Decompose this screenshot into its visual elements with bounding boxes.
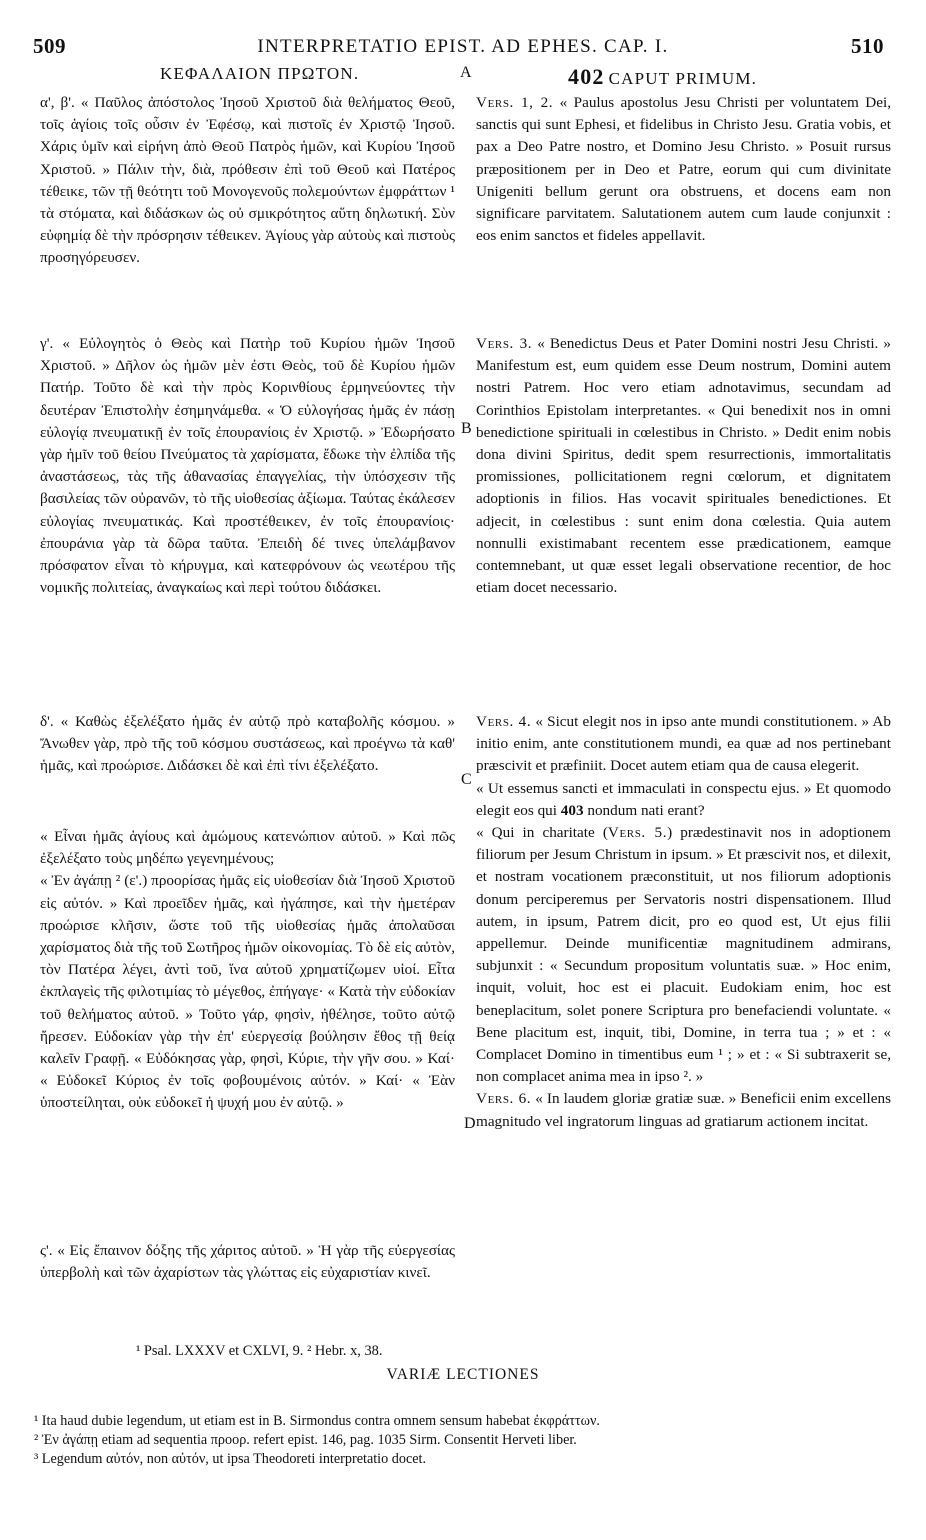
margin-letter-c: C: [461, 771, 472, 788]
latin-text-4: [476, 778, 891, 822]
latin-body-4b: nondum nati erant?: [587, 801, 705, 819]
variant-note-1: ¹ Ita haud dubie legendum, ut etiam est in B. Sirmondus contra omnem sensum habebat ἐκφράττων.: [34, 1413, 600, 1429]
variant-note-3: ³ Legendum αὐτόν, non αὐτόν, ut ipsa Theodoreti interpretatio docet.: [34, 1451, 427, 1467]
verse-label-6: Vers. 6.: [476, 1090, 532, 1108]
greek-text-4: « Εἶναι ἡμᾶς ἁγίους καὶ ἀμώμους κατενώπιον αὐτοῦ. » Καὶ πῶς ἐξελέξατο τοὺς μηδέπω γεγενημένους;: [40, 828, 455, 868]
greek-text-5: « Ἐν ἀγάπῃ ² (ε'.) προορίσας ἡμᾶς εἰς υἱοθεσίαν διὰ Ἰησοῦ Χριστοῦ εἰς αὐτόν. » Καὶ προεῖδεν ἡμᾶς, καὶ ἠγάπησε, καὶ τὴν ἡμετέραν προώρισε κλῆσιν, ὥστε τοῦ τῆς υἱοθεσίας ἡμᾶς ἀπολαῦσαι χαρίσματος διὰ τῆς τοῦ Σωτῆρος ἡμῶν οἰκονομίας. Τὸ δὲ εἰς αὐτὸν, τὸν Πατέρα λέγει, ἀντὶ τοῦ, ἵνα αὐτοῦ χρηματίζωμεν υἱοί. Εἶτα ἐκπλαγεὶς τῆς φιλοτιμίας τὸ μέγεθος, ἐπήγαγε· « Κατὰ τὴν εὐδοκίαν τοῦ θελήματος αὐτοῦ. » Τοῦτο γάρ, φησὶν, ἠθέλησε, τοῦτο αὐτῷ ἤρεσεν. Εὐδοκίαν γὰρ τὴν ἐπ' εὐεργεσίᾳ βούλησιν ἔθος τῇ θείᾳ καλεῖν Γραφῇ. « Εὐδόκησας γὰρ, φησὶ, Κύριε, τὴν γῆν σου. » Καί· « Εὐδοκεῖ Κύριος ἐν τοῖς φοβουμένοις αὐτόν. » Καί· « Ἐὰν ὑποστείληται, οὐκ εὐδοκεῖ ἡ ψυχή μου ἐν αὐτῷ. »: [40, 872, 455, 1112]
latin-paragraph-3-6: [476, 711, 891, 1133]
latin-body-3: « Sicut elegit nos in ipso ante mundi constitutionem. » Ab initio enim, ante constitutionem mundi, ea quæ ad nos pertinebant præscivit et præfiniit. Docet autem etiam qua de causa elegerit.: [476, 713, 891, 775]
scripture-references: ¹ Psal. LXXXV et CXLVI, 9. ² Hebr. x, 38.: [136, 1343, 383, 1359]
latin-body-6: « In laudem gloriæ gratiæ suæ. » Beneficii enim excellens magnitudo vel ingratorum linguas ad gratiarum actionem incitat.: [476, 1090, 892, 1130]
page-number-right: 510: [851, 34, 884, 58]
latin-body-4a: « Ut essemus sancti et immaculati in conspectu ejus. » Et quomodo elegit eos qui: [476, 779, 891, 819]
page-number-left: 509: [33, 34, 66, 58]
greek-paragraph-3: [40, 711, 455, 778]
greek-paragraph-6: [40, 1240, 455, 1284]
latin-text-1: [476, 92, 891, 247]
latin-body-5a: « Qui in charitate (: [476, 824, 608, 842]
margin-letter-b: B: [461, 420, 472, 437]
latin-body-1: « Paulus apostolus Jesu Christi per voluntatem Dei, sanctis qui sunt Ephesi, et fidelibus in Christo Jesu. Gratia vobis, et pax a Deo Patre nostro, et Domino Jesu Christo. » Posuit rursus præpositionem per in Deo et Patre, eorum qui cum divinitate Unigeniti bellum gerunt ora obstruens, et docens eam non significare parvitatem. Salutationem autem cum laude conjunxit : eos enim sanctos et fideles appellavit.: [476, 94, 892, 245]
verse-label-3: Vers. 3.: [476, 335, 533, 352]
latin-heading-text: CAPUT PRIMUM.: [608, 69, 758, 88]
latin-body-2: « Benedictus Deus et Pater Domini nostri Jesu Christi. » Manifestum est, eum quidem esse Deum nostrum, Domini autem nostri Patrem. Hoc vero etiam adnotavimus, secundam ad Corinthios Epistolam interpretantes. « Qui benedixit nos in omni benedictione spirituali in cœlestibus in Christo. » Dedit enim nobis dona divini Spiritus, dedit spem resurrectionis, immortalitatis promissiones, pollicitationem regni cœlorum, et dignitatem adoptionis in filios. Has vocavit spirituales benedictiones. Et adjecit, in cœlestibus : sunt enim dona cœlestia. Quia autem nonnulli existimabant recentem esse prædicationem, eamque contemnebant, ut quæ esset legali observatione recentior, de hoc etiam docet necessario.: [476, 335, 891, 597]
latin-text-6: [476, 1088, 891, 1132]
greek-paragraph-4-5: [40, 826, 455, 1115]
margin-letter-d: D: [464, 1115, 476, 1132]
greek-text-3: δ'. « Καθὼς ἐξελέξατο ἡμᾶς ἐν αὐτῷ πρὸ καταβολῆς κόσμου. » Ἄνωθεν γὰρ, πρὸ τῆς τοῦ κόσμου συστάσεως, καὶ προέγνω τὰ καθ' ἡμᾶς, καὶ προώρισε. Διδάσκει δὲ καὶ ἐπὶ τίνι ἐξελέξατο.: [40, 713, 455, 775]
greek-paragraph-2: [40, 333, 455, 599]
greek-text-1: α', β'. « Παῦλος ἀπόστολος Ἰησοῦ Χριστοῦ διὰ θελήματος Θεοῦ, τοῖς ἁγίοις τοῖς οὖσιν ἐν Ἐφέσῳ, καὶ πιστοῖς ἐν Χριστῷ Ἰησοῦ. Χάρις ὑμῖν καὶ εἰρήνη ἀπὸ Θεοῦ Πατρὸς ἡμῶν, καὶ Κυρίου Ἰησοῦ Χριστοῦ. » Πάλιν τὴν, διὰ, πρόθεσιν ἐπὶ τοῦ Θεοῦ καὶ Πατέρος τέθεικε, τῶν τῇ θεότητι τοῦ Μονογενοῦς πολεμούντων ἐμφράττων ¹ τὰ στόματα, καὶ διδάσκων ὡς οὐ σμικρότητος αὕτη δηλωτική. Σὺν εὐφημίᾳ δὲ τὴν πρόσρησιν τέθεικεν. Ἁγίους γὰρ αὐτοὺς καὶ πιστοὺς προσηγόρευσεν.: [40, 94, 455, 267]
column-marker-a: A: [460, 64, 473, 81]
inline-page-number-403: 403: [560, 801, 584, 819]
latin-paragraph-1: [476, 92, 891, 247]
latin-body-5b: ) prædestinavit nos in adoptionem filiorum per Jesum Christum in ipsum. » Et præscivit nos, et dilexit, et nostram vocationem præconstituit, ut nos filiorum adoptionis donum perciperemus per Servatoris nostri dispensationem. Illud autem, in ipsum, Patrem dicit, pro eo quod est, Ut ejus filii appellemur. Deinde munificentiæ magnitudinem admirans, subjunxit : « Secundum propositum voluntatis suæ. » Hoc enim, inquit, voluit, hoc est ei placuit. Eudokiam enim, hoc est beneplacitum, solet ponere Scriptura pro benefaciendi voluntate. « Bene placitum est, inquit, tibi, Domine, in terra tua ; » et : « Complacet Domino in timentibus eum ¹ ; » et : « Si subtraxerit se, non complacet anima mea in ipso ². »: [476, 824, 891, 1086]
verse-label-5: Vers. 5.: [607, 824, 668, 842]
greek-paragraph-1: [40, 92, 455, 270]
latin-page-number: 402: [568, 64, 605, 89]
verse-label-1-2: Vers. 1, 2.: [476, 94, 554, 111]
latin-chapter-heading: [568, 64, 757, 90]
variae-lectiones-title: VARIÆ LECTIONES: [386, 1366, 540, 1383]
latin-text-2: [476, 333, 891, 599]
greek-chapter-heading: ΚΕΦΑΛΑΙΟΝ ΠΡΩΤΟΝ.: [160, 64, 360, 83]
running-head: INTERPRETATIO EPIST. AD EPHES. CAP. I.: [257, 36, 669, 57]
latin-paragraph-2: [476, 333, 891, 599]
latin-text-3: [476, 711, 891, 778]
latin-text-5: [476, 822, 891, 1088]
verse-label-4: Vers. 4.: [476, 713, 532, 730]
variant-note-2: ² Ἐν ἀγάπῃ etiam ad sequentia προορ. refert epist. 146, pag. 1035 Sirm. Consentit Herveti liber.: [34, 1432, 577, 1448]
greek-text-2: γ'. « Εὐλογητὸς ὁ Θεὸς καὶ Πατὴρ τοῦ Κυρίου ἡμῶν Ἰησοῦ Χριστοῦ. » Δῆλον ὡς ἡμῶν μὲν ἐστι Θεὸς, τοῦ δὲ Κυρίου ἡμῶν Πατήρ. Τοῦτο δὲ καὶ τὴν πρὸς Κορινθίους ἑρμηνεύοντες τὴν δευτέραν Ἐπιστολὴν ἐσημηνάμεθα. « Ὁ εὐλογήσας ἡμᾶς ἐν πάσῃ εὐλογίᾳ πνευματικῇ ἐν τοῖς ἐπουρανίοις ἐν Χριστῷ. » Ἐδωρήσατο γὰρ ἡμῖν τοῦ θείου Πνεύματος τὰ χαρίσματα, ἔδωκε τὴν ἐλπίδα τῆς ἀναστάσεως, τὰς τῆς ἀθανασίας ἐπαγγελίας, τὴν ὑπόσχεσιν τῆς βασιλείας τῶν οὐρανῶν, τὸ τῆς υἱοθεσίας ἀξίωμα. Ταύτας ἐκάλεσεν εὐλογίας πνευματικάς. Καὶ προστέθεικεν, ἐν τοῖς ἐπουρανίοις· ἐπουράνια γὰρ τὰ δῶρα ταῦτα. Ἐπειδὴ δέ τινες ὑπελάμβανον πρόσφατον εἶναι τὸ κήρυγμα, καὶ κατεφρόνουν ὡς νεωτέρου τῆς νομικῆς πολιτείας, ἀναγκαίως καὶ περὶ τούτου διδάσκει.: [40, 335, 455, 597]
greek-text-6: ς'. « Εἰς ἔπαινον δόξης τῆς χάριτος αὐτοῦ. » Ἡ γὰρ τῆς εὐεργεσίας ὑπερβολὴ καὶ τῶν ἀχαρίστων τὰς γλώττας εἰς εὐχαριστίαν κινεῖ.: [40, 1242, 455, 1282]
